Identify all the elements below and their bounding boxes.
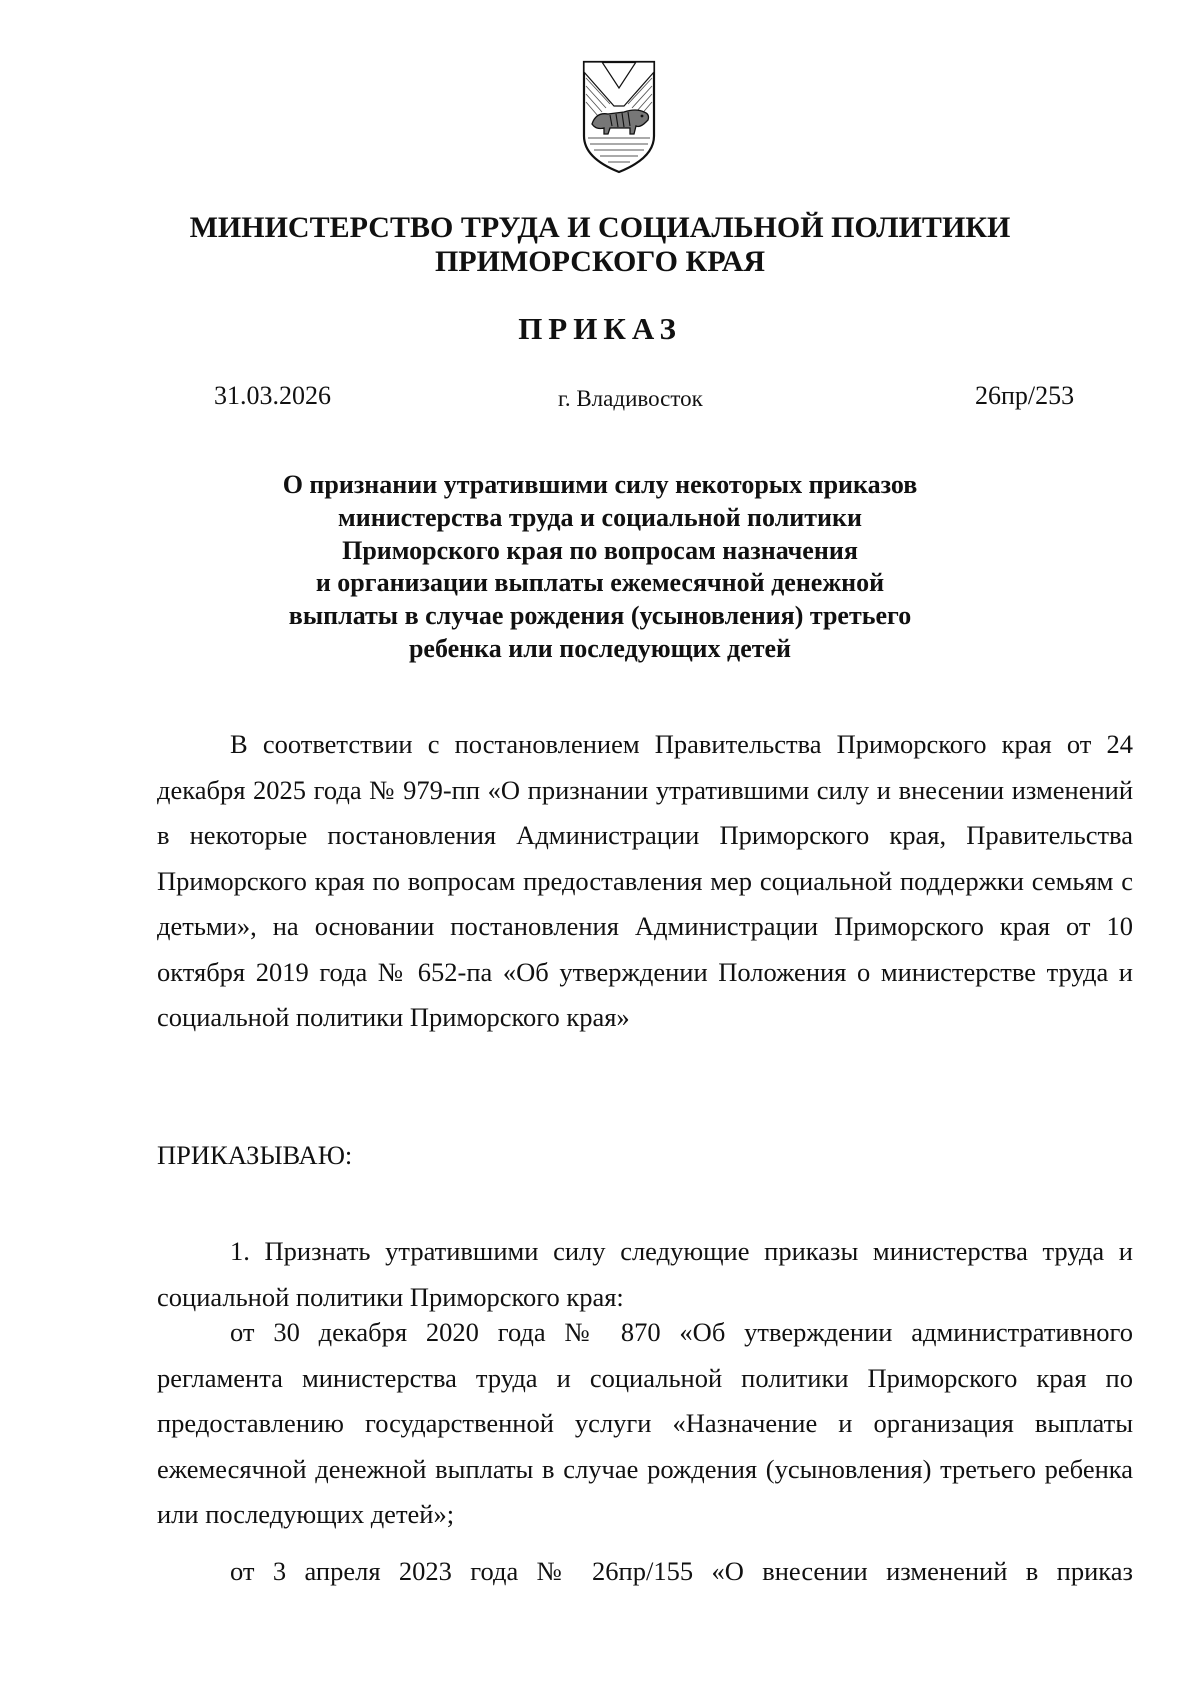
primorsky-krai-coat-of-arms-icon <box>580 58 658 176</box>
document-type-title: ПРИКАЗ <box>518 311 682 346</box>
document-number: 26пр/253 <box>975 381 1075 410</box>
item-1-subparagraph-b: от 3 апреля 2023 года № 26пр/155 «О внесении изменений в приказ <box>230 1556 1133 1586</box>
heading-line: ребенка или последующих детей <box>408 633 792 663</box>
order-word: ПРИКАЗЫВАЮ: <box>157 1140 353 1170</box>
ministry-name-line-1: МИНИСТЕРСТВО ТРУДА И СОЦИАЛЬНОЙ ПОЛИТИКИ <box>189 211 1011 244</box>
heading-line: выплаты в случае рождения (усыновления) третьего <box>288 601 912 631</box>
ministry-name-line-2: ПРИМОРСКОГО КРАЯ <box>434 245 766 278</box>
heading-line: и организации выплаты ежемесячной денежной <box>315 568 885 598</box>
heading-line: министерства труда и социальной политики <box>338 502 862 532</box>
document-city: г. Владивосток <box>558 386 703 411</box>
heading-line: Приморского края по вопросам назначения <box>342 535 858 565</box>
item-1-subparagraph-a: от 30 декабря 2020 года № 870 «Об утверждении административного регламента министерства труда и социальной политики Приморского края по предоставлению государственной услуги «Назначение и организация выплаты ежемесячной денежной выплаты в случае рождения (усыновления) третьего ребенка или последующих детей»; <box>157 1317 1133 1529</box>
document-heading <box>200 469 1000 666</box>
item-1-paragraph: 1. Признать утратившими силу следующие приказы министерства труда и социальной политики Приморского края: <box>157 1236 1133 1312</box>
preamble-paragraph: В соответствии с постановлением Правительства Приморского края от 24 декабря 2025 года № 979-пп «О признании утратившими силу и внесении изменений в некоторые постановления Администрации Приморского края, Правительства Приморского края по вопросам предоставления мер социальной поддержки семьям с детьми», на основании постановления Администрации Приморского края от 10 октября 2019 года № 652-па «Об утверждении Положения о министерстве труда и социальной политики Приморского края» <box>157 729 1133 1032</box>
heading-line: О признании утратившими силу некоторых приказов <box>282 470 918 499</box>
document-date: 31.03.2026 <box>214 381 331 410</box>
